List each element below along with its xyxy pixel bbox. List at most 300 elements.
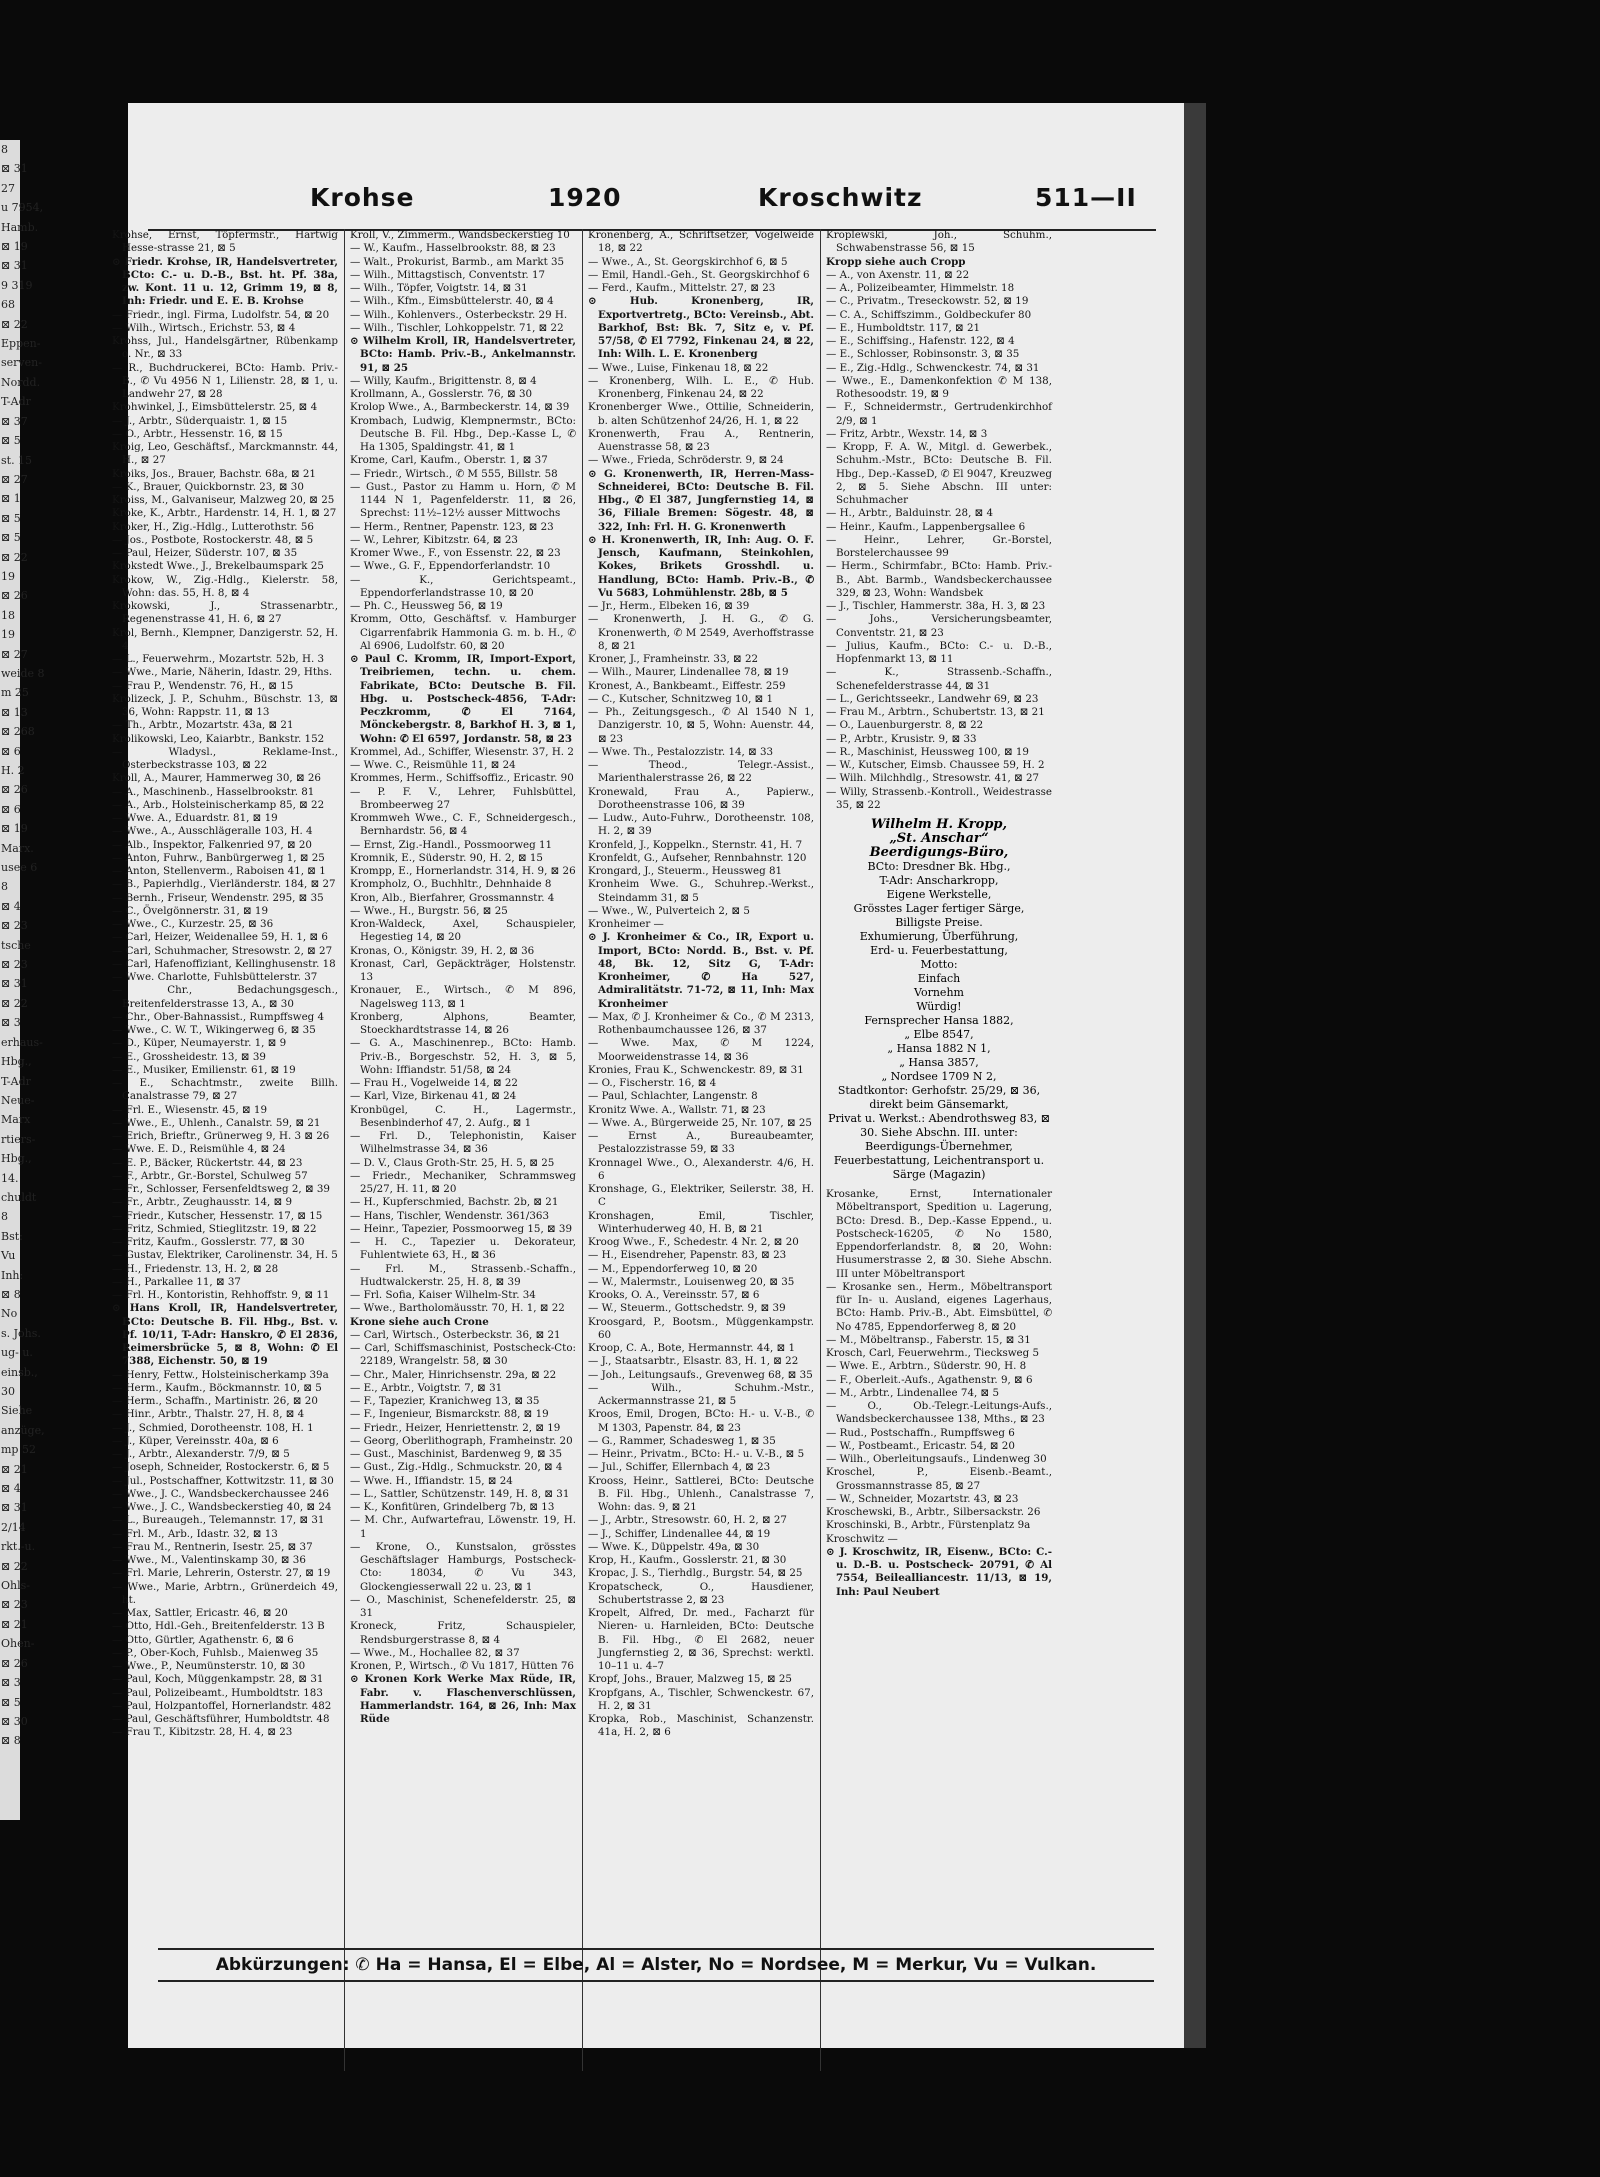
directory-entry: Kron-Waldeck, Axel, Schauspieler, Hegestieg 14, ⊠ 20 xyxy=(350,918,576,944)
directory-entry: — Julius, Kaufm., BCto: C.- u. D.-B., Hopfenmarkt 13, ⊠ 11 xyxy=(826,639,1052,665)
directory-entry: — E., Musiker, Emilienstr. 61, ⊠ 19 xyxy=(112,1063,296,1076)
ad-line: Stadtkontor: Gerhofstr. 25/29, ⊠ 36, direkt beim Gänsemarkt, xyxy=(837,1084,1041,1111)
directory-entry: Krongard, J., Steuerm., Heussweg 81 xyxy=(588,865,783,877)
directory-entry: — E., Arbtr., Voigtstr. 7, ⊠ 31 xyxy=(350,1381,503,1394)
directory-entry: — Wwe., E., Uhlenh., Canalstr. 59, ⊠ 21 xyxy=(112,1116,321,1129)
previous-page-fragment: ⊠ 31 xyxy=(1,162,28,176)
directory-entry: — Wwe., A., Ausschlägeralle 103, H. 4 xyxy=(112,825,313,838)
directory-entry: — Paul, Holzpantoffel, Hornerlandstr. 482 xyxy=(112,1699,332,1712)
directory-entry: — O., Ob.-Telegr.-Leitungs-Aufs., Wandsbeckerchaussee 138, Mths., ⊠ 23 xyxy=(826,1400,1052,1426)
previous-page-fragment: Hbg., xyxy=(1,1055,32,1069)
previous-page-fragment: ⊠ 26 xyxy=(1,783,28,797)
directory-entry: Krohwinkel, J., Eimsbüttelerstr. 25, ⊠ 4 xyxy=(112,401,318,414)
directory-entry: — Carl, Wirtsch., Osterbeckstr. 36, ⊠ 21 xyxy=(350,1328,561,1341)
directory-entry: — K., Konfitüren, Grindelberg 7b, ⊠ 13 xyxy=(350,1501,555,1513)
directory-entry: — Wladysl., Reklame-Inst., Osterbeckstrasse 103, ⊠ 22 xyxy=(112,745,338,771)
previous-page-fragment: Eppen- xyxy=(1,337,41,351)
ad-line: Einfach xyxy=(917,972,961,985)
directory-entry: — Chr., Bedachungsgesch., Breitenfelderstrasse 13, A., ⊠ 30 xyxy=(112,984,338,1010)
directory-entry: — Wilh., Oberleitungsaufs., Lindenweg 30 xyxy=(826,1453,1047,1465)
directory-entry: Krosch, Carl, Feuerwehrm., Tiecksweg 5 xyxy=(826,1347,1040,1359)
previous-page-fragment: st. 15 xyxy=(1,453,33,467)
previous-page-fragment: 8 xyxy=(1,143,8,156)
directory-entry: Krosanke, Ernst, Internationaler Möbeltransport, Spedition u. Lagerung, BCto: Dresd. B., Dep.-Kasse Eppend., u. Postscheck-16205, ✆ No 1580, Eppendorferlandstr. 8, ⊠ 20, Wohn: Husumerstrasse 2, ⊠ 30. Siehe Abschn. III unter Möbeltransport xyxy=(826,1188,1052,1280)
previous-page-fragment: Bst: xyxy=(1,1229,23,1243)
directory-entry: — Hans, Tischler, Wendenstr. 361/363 xyxy=(350,1209,550,1222)
directory-entry: — M., Arbtr., Lindenallee 74, ⊠ 5 xyxy=(826,1386,999,1399)
directory-entry: Krooss, Heinr., Sattlerei, BCto: Deutsche B. Fil. Hbg., Uhlenh., Canalstrasse 7, Wohn: das. 9, ⊠ 21 xyxy=(588,1474,814,1513)
directory-entry: Kronauer, E., Wirtsch., ✆ M 896, Nagelsweg 113, ⊠ 1 xyxy=(350,984,576,1010)
directory-entry: — Ernst, Zig.-Handl., Possmoorweg 11 xyxy=(350,838,553,851)
directory-entry: — Jul., Schiffer, Ellernbach 4, ⊠ 23 xyxy=(588,1461,771,1474)
directory-entry: — Otto, Hdl.-Geh., Breitenfelderstr. 13 B xyxy=(112,1620,325,1633)
directory-entry: — Willy, Kaufm., Brigittenstr. 8, ⊠ 4 xyxy=(350,374,537,387)
directory-entry: — Heinr., Lehrer, Gr.-Borstel, Borstelerchaussee 99 xyxy=(826,533,1052,559)
directory-entry: — Chr., Maler, Hinrichsenstr. 29a, ⊠ 22 xyxy=(350,1368,557,1381)
directory-entry: — Wwe., E., Damenkonfektion ✆ M 138, Rothesoodstr. 19, ⊠ 9 xyxy=(826,374,1052,400)
directory-entry: Kronshage, G., Elektriker, Seilerstr. 38, H. C xyxy=(588,1183,814,1209)
previous-page-fragment: Marx. xyxy=(1,841,34,855)
directory-entry: — L., Sattler, Schützenstr. 149, H. 8, ⊠ 31 xyxy=(350,1487,570,1500)
ad-line: Billigste Preise. xyxy=(895,916,983,929)
directory-entry: Kronbügel, C. H., Lagermstr., Besenbinderhof 47, 2. Aufg., ⊠ 1 xyxy=(350,1103,576,1129)
directory-entry: — Ernst A., Bureaubeamter, Pestalozzistrasse 59, ⊠ 33 xyxy=(588,1130,814,1156)
directory-entry: ⊙ Paul C. Kromm, IR, Import-Export, Treibriemen, techn. u. chem. Fabrikate, BCto: Deutsche B. Fil. Hbg. u. Postscheck-4856, T-Adr: Peczkromm, ✆ El 7164, Mönckebergstr. 8, Barkhof H. 3, ⊠ 1, Wohn: ✆ El 6597, Jordanstr. 58, ⊠ 23 xyxy=(350,653,576,745)
directory-entry: Krop, H., Kaufm., Gosslerstr. 21, ⊠ 30 xyxy=(588,1554,787,1566)
directory-entry: Kropfgans, A., Tischler, Schwenckestr. 67, H. 2, ⊠ 31 xyxy=(588,1686,814,1712)
directory-entry: — Walt., Prokurist, Barmb., am Markt 35 xyxy=(350,255,565,268)
previous-page-fragment: Hbg., xyxy=(1,1152,32,1166)
directory-entry: Krommes, Herm., Schiffsoffiz., Ericastr. 90 xyxy=(350,772,574,785)
directory-entry: — Frl. M., Strassenb.-Schaffn., Hudtwalckerstr. 25, H. 8, ⊠ 39 xyxy=(350,1262,576,1288)
column-divider xyxy=(820,229,821,2071)
directory-entry: — Wilh., Maurer, Lindenallee 78, ⊠ 19 xyxy=(588,666,789,679)
page-edge xyxy=(1184,103,1206,2048)
previous-page-fragment: ⊠ 27 xyxy=(1,647,28,661)
previous-page-fragment: 8 xyxy=(1,880,8,894)
directory-entry: — Frl. M., Arb., Idastr. 32, ⊠ 13 xyxy=(112,1527,278,1540)
previous-page-fragment: 27 xyxy=(1,181,15,195)
directory-entry: Kronast, Carl, Gepäckträger, Holstenstr. 13 xyxy=(350,957,576,983)
ad-line: „ Nordsee 1709 N 2, xyxy=(881,1070,997,1083)
previous-page-fragment: serven- xyxy=(1,356,42,370)
directory-entry: Kropp siehe auch Cropp xyxy=(826,255,966,268)
directory-entry: — P. F. V., Lehrer, Fuhlsbüttel, Brombeerweg 27 xyxy=(350,785,576,811)
directory-entry: ⊙ Hub. Kronenberg, IR, Exportvertretg., BCto: Vereinsb., Abt. Barkhof, Bst: Bk. 7, Sitz e, v. Pf. 57/58, ✆ El 7792, Finkenau 24, ⊠ 22, Inh: Wilh. L. E. Kronenberg xyxy=(588,295,814,361)
directory-entry: — Krosanke sen., Herm., Möbeltransport für In- u. Ausland, eigenes Lagerhaus, BCto: Hamb. Priv.-B., Abt. Eimsbüttel, ✆ No 4785, Eppendorferweg 8, ⊠ 20 xyxy=(826,1280,1052,1333)
previous-page-fragment: ⊠ 6 xyxy=(1,802,21,816)
directory-entry: Kroop, C. A., Bote, Hermannstr. 44, ⊠ 1 xyxy=(588,1342,796,1354)
directory-entry: Kronies, Frau K., Schwenckestr. 89, ⊠ 31 xyxy=(588,1063,804,1076)
directory-entry: — Frau T., Kibitzstr. 28, H. 4, ⊠ 23 xyxy=(112,1726,293,1739)
directory-entry: Kroll, A., Maurer, Hammerweg 30, ⊠ 26 xyxy=(112,772,321,785)
directory-entry: — R., Maschinist, Heussweg 100, ⊠ 19 xyxy=(826,745,1029,758)
directory-entry: — L., Gerichtsseekr., Landwehr 69, ⊠ 23 xyxy=(826,692,1039,705)
directory-entry: Krokow, W., Zig.-Hdlg., Kielerstr. 58, Wohn: das. 55, H. 8, ⊠ 4 xyxy=(112,573,338,599)
previous-page-fragment: Ohls- xyxy=(1,1579,30,1593)
directory-entry: — E., Grossheidestr. 13, ⊠ 39 xyxy=(112,1050,266,1063)
directory-entry: Kronas, O., Königstr. 39, H. 2, ⊠ 36 xyxy=(350,944,535,957)
directory-entry: — A., Maschinenb., Hasselbrookstr. 81 xyxy=(112,785,315,798)
directory-entry: — Fritz, Schmied, Stieglitzstr. 19, ⊠ 22 xyxy=(112,1222,317,1235)
column-1 xyxy=(112,229,338,2071)
previous-page-fragment: 9 319 xyxy=(1,278,33,292)
previous-page-fragment: 19 xyxy=(1,628,15,642)
directory-entry: Krone siehe auch Crone xyxy=(350,1315,489,1328)
directory-entry: — Wwe., G. F., Eppendorferlandstr. 10 xyxy=(350,560,551,573)
directory-entry: Kronnagel Wwe., O., Alexanderstr. 4/6, H. 6 xyxy=(588,1156,814,1182)
directory-entry: — Gust., Pastor zu Hamm u. Horn, ✆ M 1144 N 1, Pagenfelderstr. 11, ⊠ 26, Sprechst: 11½–12½ ausser Mittwochs xyxy=(350,480,576,520)
directory-entry: — E. P., Bäcker, Rückertstr. 44, ⊠ 23 xyxy=(112,1156,303,1169)
directory-entry: Kroosgard, P., Bootsm., Müggenkampstr. 60 xyxy=(588,1315,814,1341)
directory-entry: Kroker, H., Zig.-Hdlg., Lutterothstr. 56 xyxy=(112,520,314,533)
directory-entry: — Herm., Rentner, Papenstr. 123, ⊠ 23 xyxy=(350,520,554,533)
previous-page-fragment: rkt.-u. xyxy=(1,1540,36,1554)
previous-page-fragment: m 25 xyxy=(1,686,29,700)
previous-page-fragment: ⊠ 23 xyxy=(1,919,28,933)
directory-entry: — Fr., Arbtr., Zeughausstr. 14, ⊠ 9 xyxy=(112,1196,293,1209)
directory-entry: — O., Maschinist, Schenefelderstr. 25, ⊠ 31 xyxy=(350,1593,576,1619)
directory-entry: — Wwe., C. W. T., Wikingerweg 6, ⊠ 35 xyxy=(112,1024,316,1036)
directory-entry: — L., Bureaugeh., Telemannstr. 17, ⊠ 31 xyxy=(112,1514,325,1527)
directory-entry: — Wwe. K., Düppelstr. 49a, ⊠ 30 xyxy=(588,1540,760,1553)
directory-entry: — Willy, Strassenb.-Kontroll., Weidestrasse 35, ⊠ 22 xyxy=(826,785,1052,811)
directory-entry: Kromm, Otto, Geschäftsf. v. Hamburger Cigarrenfabrik Hammonia G. m. b. H., ✆ Al 6906, Ludolfstr. 60, ⊠ 20 xyxy=(350,613,576,652)
directory-entry: — H. C., Tapezier u. Dekorateur, Fuhlentwiete 63, H., ⊠ 36 xyxy=(350,1236,576,1262)
directory-entry: — Gust., Maschinist, Bardenweg 9, ⊠ 35 xyxy=(350,1448,563,1460)
directory-entry: ⊙ Wilhelm Kroll, IR, Handelsvertreter, BCto: Hamb. Priv.-B., Ankelmannstr. 91, ⊠ 25 xyxy=(350,335,576,374)
directory-entry: Krokowski, J., Strassenarbtr., Regenenstrasse 41, H. 6, ⊠ 27 xyxy=(112,600,338,626)
directory-entry: — D. V., Claus Groth-Str. 25, H. 5, ⊠ 25 xyxy=(350,1156,555,1169)
directory-entry: — L., Feuerwehrm., Mozartstr. 52b, H. 3 xyxy=(112,653,325,665)
directory-entry: Kronfeldt, G., Aufseher, Rennbahnstr. 120 xyxy=(588,851,807,864)
right-headword: Kroschwitz xyxy=(758,183,923,212)
directory-entry: — Otto, Gürtler, Agathenstr. 6, ⊠ 6 xyxy=(112,1633,294,1646)
directory-entry: — G. A., Maschinenrep., BCto: Hamb. Priv.-B., Borgeschstr. 52, H. 3, ⊠ 5, Wohn: Iffiandstr. 51/58, ⊠ 24 xyxy=(350,1037,576,1076)
previous-page-fragment: ⊠ 13 xyxy=(1,705,28,719)
directory-entry: — W., Lehrer, Kibitzstr. 64, ⊠ 23 xyxy=(350,533,518,546)
directory-entry: — B., Papierhdlg., Vierländerstr. 184, ⊠ 27 xyxy=(112,878,336,891)
directory-entry: — Wwe., P., Neumünsterstr. 10, ⊠ 30 xyxy=(112,1660,306,1672)
directory-entry: — Rud., Postschaffn., Rumpffsweg 6 xyxy=(826,1426,1015,1439)
directory-entry: — F., Arbtr., Gr.-Borstel, Schulweg 57 xyxy=(112,1169,308,1182)
directory-entry: — Wilh., Schuhm.-Mstr., Ackermannstrasse 21, ⊠ 5 xyxy=(588,1381,814,1407)
ad-line: „ Hansa 3857, xyxy=(899,1056,979,1069)
ad-line: Vornehm xyxy=(914,986,964,999)
directory-entry: Kropatscheck, O., Hausdiener, Schubertstrasse 2, ⊠ 23 xyxy=(588,1580,814,1606)
directory-entry: Kronitz Wwe. A., Wallstr. 71, ⊠ 23 xyxy=(588,1103,766,1116)
previous-page-fragment: ⊠ 4 xyxy=(1,1482,21,1496)
directory-entry: — Paul, Schlachter, Langenstr. 8 xyxy=(588,1090,758,1103)
previous-page-fragment: ⊠ 23 xyxy=(1,1598,28,1612)
directory-entry: Krokstedt Wwe., J., Brekelbaumspark 25 xyxy=(112,560,324,573)
directory-entry: — Kronenwerth, J. H. G., ✆ G. Kronenwerth, ✆ M 2549, Averhoffstrasse 8, ⊠ 21 xyxy=(588,613,814,652)
directory-entry: — M., Möbeltransp., Faberstr. 15, ⊠ 31 xyxy=(826,1333,1031,1346)
directory-entry: — J., Küper, Vereinsstr. 40a, ⊠ 6 xyxy=(112,1434,279,1447)
directory-entry: Kronewald, Frau A., Papierw., Dorotheenstrasse 106, ⊠ 39 xyxy=(588,785,814,811)
ad-line: Fernsprecher Hansa 1882, xyxy=(864,1014,1014,1027)
directory-entry: Kroschinski, B., Arbtr., Fürstenplatz 9a xyxy=(826,1519,1031,1532)
directory-entry: — Joseph, Schneider, Rostockerstr. 6, ⊠ 5 xyxy=(112,1461,330,1474)
directory-entry: Kronfeld, J., Koppelkn., Sternstr. 41, H. 7 xyxy=(588,838,803,851)
directory-entry: — K., Strassenb.-Schaffn., Schenefelderstrasse 44, ⊠ 31 xyxy=(826,666,1052,692)
previous-page-fragment: ⊠ 3 xyxy=(1,1016,21,1030)
directory-entry: Kroplewski, Joh., Schuhm., Schwabenstrasse 56, ⊠ 15 xyxy=(826,229,1052,255)
directory-entry: — E., Schlosser, Robinsonstr. 3, ⊠ 35 xyxy=(826,348,1020,361)
previous-page-fragment: ug- u. xyxy=(1,1346,33,1360)
directory-entry: — Fr., Schlosser, Fersenfeldtsweg 2, ⊠ 39 xyxy=(112,1183,330,1195)
previous-page-fragment: u 7954, xyxy=(1,201,44,215)
abbreviations-footer: Abkürzungen: ✆ Ha = Hansa, El = Elbe, Al = Alster, No = Nordsee, M = Merkur, Vu = Vulkan. xyxy=(158,1948,1154,1982)
directory-entry: Kroke, K., Arbtr., Hardenstr. 14, H. 1, ⊠ 27 xyxy=(112,507,337,520)
previous-page-fragment: ⊠ 30 xyxy=(1,1714,28,1728)
directory-entry: — Emil, Handl.-Geh., St. Georgskirchhof 6 xyxy=(588,268,810,281)
directory-entry: Krohss, Jul., Handelsgärtner, Rübenkamp o. Nr., ⊠ 33 xyxy=(112,335,338,361)
directory-entry: — Carl, Hafenoffiziant, Kellinghusenstr. 18 xyxy=(112,957,336,970)
directory-entry: — E., Schachtmstr., zweite Billh. Canalstrasse 79, ⊠ 27 xyxy=(112,1077,338,1103)
directory-entry: — G., Rammer, Schadesweg 1, ⊠ 35 xyxy=(588,1434,776,1447)
directory-entry: — Kronenberg, Wilh. L. E., ✆ Hub. Kronenberg, Finkenau 24, ⊠ 22 xyxy=(588,374,814,400)
ad-line: „ Elbe 8547, xyxy=(904,1028,974,1041)
directory-entry: — Heinr., Kaufm., Lappenbergsallee 6 xyxy=(826,520,1026,533)
directory-entry: — Wilh., Kohlenvers., Osterbeckstr. 29 H. xyxy=(350,308,568,321)
directory-entry: — Fritz, Kaufm., Gosslerstr. 77, ⊠ 30 xyxy=(112,1236,305,1248)
previous-page-fragment: Nordd. xyxy=(1,375,41,389)
directory-entry: Kroos, Emil, Drogen, BCto: H.- u. V.-B., ✆ M 1303, Papenstr. 84, ⊠ 23 xyxy=(588,1408,814,1434)
directory-entry: — Wwe. C., Reismühle 11, ⊠ 24 xyxy=(350,759,516,771)
previous-page-fragment: s. Johs. xyxy=(1,1326,41,1340)
previous-page-fragment: ⊠ 8 xyxy=(1,1287,21,1301)
directory-entry: Kronheimer — xyxy=(588,918,664,930)
directory-entry: — Wwe. Max, ✆ M 1224, Moorweidenstrasse 14, ⊠ 36 xyxy=(588,1037,814,1063)
column-divider xyxy=(582,229,583,2071)
directory-entry: — K., Brauer, Quickbornstr. 23, ⊠ 30 xyxy=(112,480,304,493)
directory-entry: Krollmann, A., Gosslerstr. 76, ⊠ 30 xyxy=(350,388,533,400)
directory-entry: — W., Postbeamt., Ericastr. 54, ⊠ 20 xyxy=(826,1439,1015,1452)
directory-entry: — P., Ober-Koch, Fuhlsb., Maienweg 35 xyxy=(112,1646,319,1659)
previous-page-fragment: ⊠ 268 xyxy=(1,725,35,739)
directory-entry: — P., Arbtr., Krusistr. 9, ⊠ 33 xyxy=(826,732,977,745)
directory-entry: — Wwe., Marie, Arbtrn., Grünerdeich 49, ht. xyxy=(112,1580,338,1606)
previous-page-fragment: ⊠ 26 xyxy=(1,1656,28,1670)
directory-entry: Krome, Carl, Kaufm., Oberstr. 1, ⊠ 37 xyxy=(350,454,548,467)
directory-entry: — J., Arbtr., Süderquaistr. 1, ⊠ 15 xyxy=(112,414,288,427)
directory-entry: Kromer Wwe., F., von Essenstr. 22, ⊠ 23 xyxy=(350,547,561,559)
directory-entry: — Max, ✆ J. Kronheimer & Co., ✆ M 2313, Rothenbaumchaussee 126, ⊠ 37 xyxy=(588,1010,814,1036)
directory-entry: — Wwe. H., Iffiandstr. 15, ⊠ 24 xyxy=(350,1474,513,1487)
directory-entry: — J., Schmied, Dorotheenstr. 108, H. 1 xyxy=(112,1421,314,1434)
directory-entry: — Frl. E., Wiesenstr. 45, ⊠ 19 xyxy=(112,1103,268,1116)
directory-entry: Kroiss, M., Galvaniseur, Malzweg 20, ⊠ 25 xyxy=(112,494,335,506)
directory-entry: ⊙ J. Kronheimer & Co., IR, Export u. Import, BCto: Nordd. B., Bst. v. Pf. 48, Bk. 12, Sitz G, T-Adr: Kronheimer, ✆ Ha 527, Admiralitätstr. 71-72, ⊠ 11, Inh: Max Kronheimer xyxy=(588,931,814,1010)
ad-title: Wilhelm H. Kropp, xyxy=(870,817,1008,832)
previous-page-fragment: ⊠ 8 xyxy=(1,1734,21,1748)
previous-page-fragment: tsche xyxy=(1,938,31,952)
year: 1920 xyxy=(548,183,622,212)
directory-entry: Kropka, Rob., Maschinist, Schanzenstr. 41a, H. 2, ⊠ 6 xyxy=(588,1713,814,1739)
previous-page-fragment: No xyxy=(1,1307,18,1321)
directory-entry: — Wwe., A., St. Georgskirchhof 6, ⊠ 5 xyxy=(588,255,788,268)
previous-page-fragment: rtiers- xyxy=(1,1132,36,1146)
directory-entry: — A., Arb., Holsteinischerkamp 85, ⊠ 22 xyxy=(112,798,325,811)
directory-entry: Kroner, J., Framheinstr. 33, ⊠ 22 xyxy=(588,653,759,665)
directory-entry: Krommel, Ad., Schiffer, Wiesenstr. 37, H. 2 xyxy=(350,745,574,758)
directory-entry: Kronshagen, Emil, Tischler, Winterhuderweg 40, H. B, ⊠ 21 xyxy=(588,1209,814,1235)
directory-entry: — C., Övelgönnerstr. 31, ⊠ 19 xyxy=(112,904,269,917)
directory-entry: — Friedr., ingl. Firma, Ludolfstr. 54, ⊠ 20 xyxy=(112,308,330,321)
previous-page-fragment: einsb., xyxy=(1,1365,38,1379)
directory-entry: — Alb., Inspektor, Falkenried 97, ⊠ 20 xyxy=(112,838,312,851)
directory-entry: — J., Arbtr., Alexanderstr. 7/9, ⊠ 5 xyxy=(112,1448,290,1460)
previous-page-fragment: ⊠ 22 xyxy=(1,1559,28,1573)
directory-entry: — M. Chr., Aufwartefrau, Löwenstr. 19, H. 1 xyxy=(350,1514,576,1540)
directory-entry: — Frl. H., Kontoristin, Rehhoffstr. 9, ⊠ 11 xyxy=(112,1289,330,1301)
previous-page-fragment: ⊠ 22 xyxy=(1,550,28,564)
previous-page-fragment: ⊠ 21 xyxy=(1,1462,28,1476)
directory-entry: — H., Friedenstr. 13, H. 2, ⊠ 28 xyxy=(112,1262,279,1275)
directory-entry: Kronen, P., Wirtsch., ✆ Vu 1817, Hütten 76 xyxy=(350,1660,574,1672)
directory-entry: — Wwe., Luise, Finkenau 18, ⊠ 22 xyxy=(588,361,769,374)
directory-entry: — Frau H., Vogelweide 14, ⊠ 22 xyxy=(350,1077,518,1089)
directory-entry: — Henry, Fettw., Holsteinischerkamp 39a xyxy=(112,1368,329,1381)
previous-page-fragment: ⊠ 21 xyxy=(1,1617,28,1631)
previous-page-fragment: ⊠ 31 xyxy=(1,259,28,273)
previous-page-fragment: anzüge, xyxy=(1,1423,45,1437)
previous-page-fragment: weide 8 xyxy=(1,666,45,680)
directory-entry: Kronberg, Alphons, Beamter, Stoeckhardtstrasse 14, ⊠ 26 xyxy=(350,1010,576,1036)
previous-page-fragment: 19 xyxy=(1,569,15,583)
previous-page-fragment: Neue- xyxy=(1,1093,35,1107)
previous-page-fragment: usee 6 xyxy=(1,861,38,875)
directory-entry: — O., Arbtr., Hessenstr. 16, ⊠ 15 xyxy=(112,427,283,440)
directory-entry: — Paul, Geschäftsführer, Humboldtstr. 48 xyxy=(112,1713,330,1725)
directory-entry: — W., Kutscher, Eimsb. Chaussee 59, H. 2 xyxy=(826,759,1045,771)
directory-entry: — Paul, Heizer, Süderstr. 107, ⊠ 35 xyxy=(112,547,298,559)
directory-entry: — Jos., Postbote, Rostockerstr. 48, ⊠ 5 xyxy=(112,533,314,546)
previous-page-fragment: ⊠ 5 xyxy=(1,434,21,448)
previous-page-fragment: Ohen- xyxy=(1,1637,35,1651)
previous-page-fragment: Vu xyxy=(1,1249,16,1263)
directory-entry: Krol, Bernh., Klempner, Danzigerstr. 52, H. 4 xyxy=(112,626,338,652)
directory-entry: — Kropp, F. A. W., Mitgl. d. Gewerbek., Schuhm.-Mstr., BCto: Deutsche B. Fil. Hbg., Dep.-KasseD, ✆ El 9047, Kreuzweg 2, ⊠ 5. Siehe Abschn. III unter: Schuhmacher xyxy=(826,441,1052,506)
directory-entry: — Ferd., Kaufm., Mittelstr. 27, ⊠ 23 xyxy=(588,282,776,294)
previous-page-fragment: H. 2 xyxy=(1,764,25,777)
directory-entry: — Wilh. Milchhdlg., Stresowstr. 41, ⊠ 27 xyxy=(826,772,1040,785)
directory-entry: — Friedr., Wirtsch., ✆ M 555, Billstr. 58 xyxy=(350,467,558,480)
directory-entry: Kronheim Wwe. G., Schuhrep.-Werkst., Steindamm 31, ⊠ 5 xyxy=(588,878,814,904)
directory-entry: — J., Arbtr., Stresowstr. 60, H. 2, ⊠ 27 xyxy=(588,1514,787,1527)
directory-entry: — Wwe., J. C., Wandsbeckerchaussee 246 xyxy=(112,1487,329,1500)
directory-entry: — W., Schneider, Mozartstr. 43, ⊠ 23 xyxy=(826,1492,1019,1505)
previous-page-fragment: ⊠ 37 xyxy=(1,414,28,428)
directory-entry: — E., Zig.-Hdlg., Schwenckestr. 74, ⊠ 31 xyxy=(826,361,1040,374)
directory-entry: — F., Schneidermstr., Gertrudenkirchhof 2/9, ⊠ 1 xyxy=(826,401,1052,427)
directory-entry: — Wwe., M., Hochallee 82, ⊠ 37 xyxy=(350,1646,520,1659)
directory-entry: Kroiks, Jos., Brauer, Bachstr. 68a, ⊠ 21 xyxy=(112,467,316,480)
directory-entry: — F., Tapezier, Kranichweg 13, ⊠ 35 xyxy=(350,1395,540,1407)
column-3 xyxy=(588,229,814,2071)
directory-entry: — Wwe. A., Eduardstr. 81, ⊠ 19 xyxy=(112,812,278,824)
directory-entry: — Carl, Schuhmacher, Stresowstr. 2, ⊠ 27 xyxy=(112,944,333,957)
directory-entry: — Heinr., Tapezier, Possmoorweg 15, ⊠ 39 xyxy=(350,1222,573,1235)
previous-page-edge xyxy=(0,140,45,1820)
previous-page-fragment: erhaus- xyxy=(1,1035,43,1049)
directory-entry: — Friedr., Heizer, Henriettenstr. 2, ⊠ 19 xyxy=(350,1421,561,1434)
directory-entry: — H., Kupferschmied, Bachstr. 2b, ⊠ 21 xyxy=(350,1196,559,1209)
directory-entry: — O., Lauenburgerstr. 8, ⊠ 22 xyxy=(826,719,984,732)
directory-entry: Kromnik, E., Süderstr. 90, H. 2, ⊠ 15 xyxy=(350,851,543,864)
directory-entry: ⊙ Friedr. Krohse, IR, Handelsvertreter, BCto: C.- u. D.-B., Bst. ht. Pf. 38a, zw. Kont. 11 u. 12, Grimm 19, ⊠ 8, Inh: Friedr. und E. E. B. Krohse xyxy=(112,255,338,308)
directory-entry: — R., Buchdruckerei, BCto: Hamb. Priv.-B., ✆ Vu 4956 N 1, Lilienstr. 28, ⊠ 1, u. Landwehr 27, ⊠ 28 xyxy=(112,361,338,400)
page-header xyxy=(128,183,1184,223)
previous-page-fragment: ⊠ 4 xyxy=(1,899,21,913)
previous-page-fragment: Siehe xyxy=(1,1404,33,1418)
directory-entry: — E., Humboldtstr. 117, ⊠ 21 xyxy=(826,321,981,334)
directory-entry: — Paul, Polizeibeamt., Humboldtstr. 183 xyxy=(112,1686,323,1699)
previous-page-fragment: ⊠ 31 xyxy=(1,977,28,991)
directory-entry: — W., Malermstr., Louisenweg 20, ⊠ 35 xyxy=(588,1275,795,1288)
directory-entry: ⊙ Hans Kroll, IR, Handelsvertreter, BCto: Deutsche B. Fil. Hbg., Bst. v. Pf. 10/11, T-Adr: Hanskro, ✆ El 2836, Reimersbrücke 5, ⊠ 8, Wohn: ✆ El 7388, Eichenstr. 50, ⊠ 19 xyxy=(112,1302,338,1368)
directory-entry: — J., Schiffer, Lindenallee 44, ⊠ 19 xyxy=(588,1527,771,1540)
directory-entry: — Frau M., Arbtrn., Schubertstr. 13, ⊠ 21 xyxy=(826,706,1045,718)
directory-entry: — H., Eisendreher, Papenstr. 83, ⊠ 23 xyxy=(588,1249,787,1262)
previous-page-fragment: 2/14 xyxy=(1,1520,26,1534)
directory-entry: — Ph., Zeitungsgesch., ✆ Al 1540 N 1, Danzigerstr. 10, ⊠ 5, Wohn: Auenstr. 44, ⊠ 23 xyxy=(588,706,814,745)
previous-page-fragment: ⊠ 23 xyxy=(1,958,28,972)
directory-entry: — Joh., Leitungsaufs., Grevenweg 68, ⊠ 35 xyxy=(588,1368,813,1381)
directory-entry: — Heinr., Privatm., BCto: H.- u. V.-B., ⊠ 5 xyxy=(588,1448,805,1460)
column-2 xyxy=(350,229,576,2071)
directory-entry: — Wwe., C., Kurzestr. 25, ⊠ 36 xyxy=(112,918,274,930)
previous-page-fragment: Hamb. xyxy=(1,220,39,234)
ad-line: Privat u. Werkst.: Abendrothsweg 83, ⊠ 30. Siehe Abschn. III. unter: Beerdigungs-Übernehmer, Feuerbestattung, Leichentransport u. Särge (Magazin) xyxy=(828,1112,1050,1181)
directory-entry: Krompp, E., Hornerlandstr. 314, H. 9, ⊠ 26 xyxy=(350,865,576,877)
directory-entry: — Th., Arbtr., Mozartstr. 43a, ⊠ 21 xyxy=(112,719,294,732)
directory-entry: — F., Oberleit.-Aufs., Agathenstr. 9, ⊠ 6 xyxy=(826,1373,1033,1386)
directory-entry: — Gust., Zig.-Hdlg., Schmuckstr. 20, ⊠ 4 xyxy=(350,1461,563,1474)
ad-line: Erd- u. Feuerbestattung, xyxy=(870,944,1008,957)
directory-entry: ⊙ J. Kroschwitz, IR, Eisenw., BCto: C.- u. D.-B. u. Postscheck- 20791, ✆ Al 7554, Beilealliancestr. 11/13, ⊠ 19, Inh: Paul Neubert xyxy=(826,1545,1052,1598)
ad-line: „ Hansa 1882 N 1, xyxy=(887,1042,991,1055)
page-number: 511—II xyxy=(1035,183,1137,212)
ad-line: BCto: Dresdner Bk. Hbg., xyxy=(867,860,1011,873)
directory-entry: Krombach, Ludwig, Klempnermstr., BCto: Deutsche B. Fil. Hbg., Dep.-Kasse L, ✆ Ha 1305, Spaldingstr. 41, ⊠ 1 xyxy=(350,414,576,453)
ad-line: Eigene Werkstelle, xyxy=(886,888,992,901)
directory-entry: — Wilh., Mittagstisch, Conventstr. 17 xyxy=(350,268,546,281)
previous-page-fragment: 18 xyxy=(1,608,15,622)
previous-page-fragment: chuldt xyxy=(1,1190,37,1204)
directory-entry: — Georg, Oberlithograph, Framheinstr. 20 xyxy=(350,1434,573,1447)
previous-page-fragment: 30 xyxy=(1,1385,15,1398)
directory-entry: — C., Privatm., Treseckowstr. 52, ⊠ 19 xyxy=(826,295,1029,308)
previous-page-fragment: ⊠ 31 xyxy=(1,1501,28,1515)
directory-entry: Kroog Wwe., F., Schedestr. 4 Nr. 2, ⊠ 20 xyxy=(588,1236,799,1248)
directory-entry: Krolop Wwe., A., Barmbeckerstr. 14, ⊠ 39 xyxy=(350,401,570,414)
directory-entry: — Herm., Schaffn., Martinistr. 26, ⊠ 20 xyxy=(112,1395,318,1407)
directory-entry: — M., Eppendorferweg 10, ⊠ 20 xyxy=(588,1262,758,1275)
directory-entry: — Wwe. E., Arbtrn., Süderstr. 90, H. 8 xyxy=(826,1360,1027,1373)
directory-entry: — A., Polizeibeamter, Himmelstr. 18 xyxy=(826,282,1015,294)
directory-entry: — Wwe., J. C., Wandsbeckerstieg 40, ⊠ 24 xyxy=(112,1501,332,1513)
directory-entry: — W., Steuerm., Gottschedstr. 9, ⊠ 39 xyxy=(588,1302,786,1315)
ad-line: Grösstes Lager fertiger Särge, xyxy=(853,902,1025,915)
directory-entry: — C. A., Schiffszimm., Goldbeckufer 80 xyxy=(826,308,1032,321)
column-4 xyxy=(826,229,1052,2071)
directory-entry: — Wwe., Frieda, Schröderstr. 9, ⊠ 24 xyxy=(588,454,784,467)
directory-entry: Krolizeck, J. P., Schuhm., Büschstr. 13, ⊠ 36, Wohn: Rappstr. 11, ⊠ 13 xyxy=(112,692,338,718)
directory-page xyxy=(112,103,1184,2048)
previous-page-fragment: T-Adr xyxy=(1,395,31,409)
